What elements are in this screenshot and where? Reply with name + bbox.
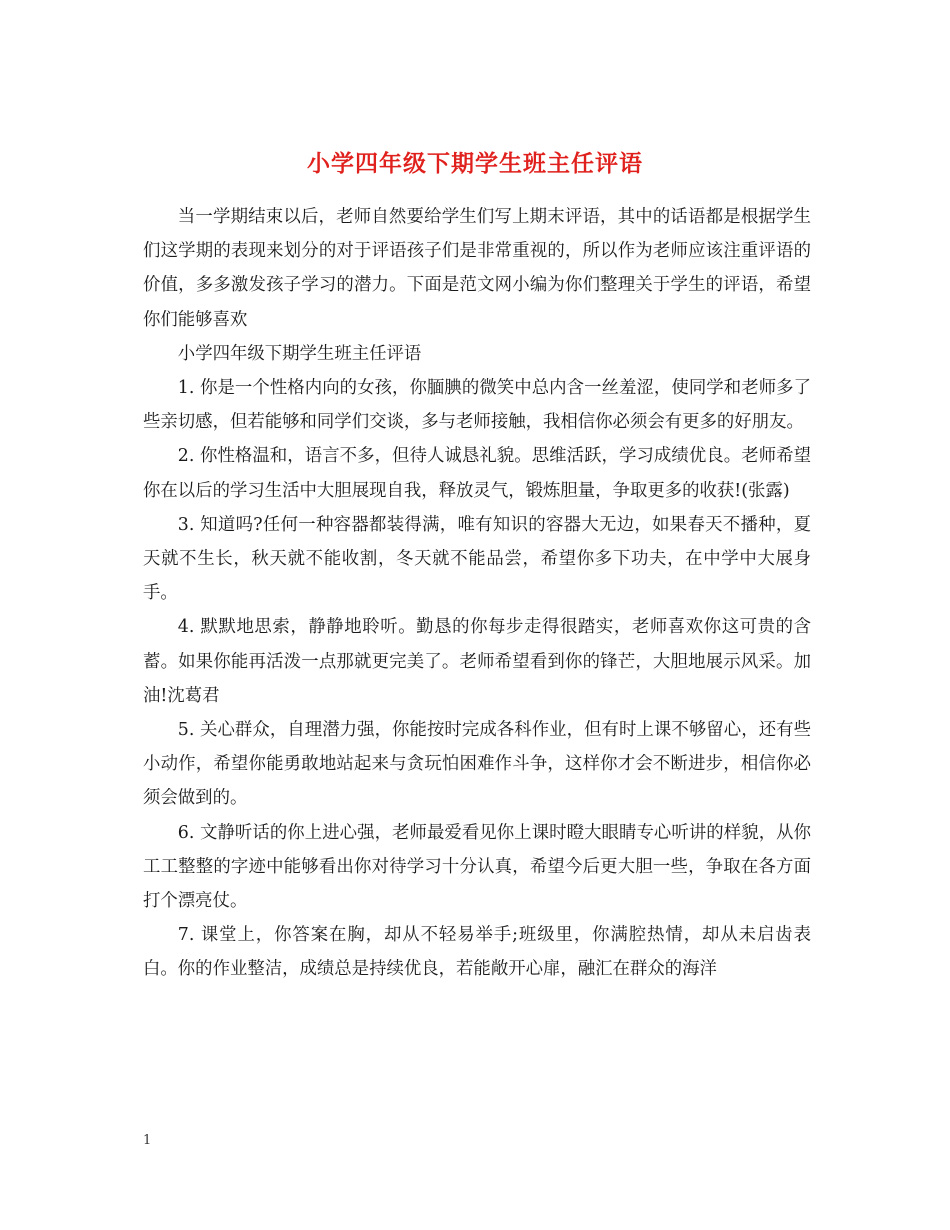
document-title: 小学四年级下期学生班主任评语 <box>307 150 643 178</box>
intro-paragraph: 当一学期结束以后，老师自然要给学生们写上期末评语，其中的话语都是根据学生们这学期的表现来划分的对于评语孩子们是非常重视的，所以作为老师应该注重评语的价值，多多激发孩子学习的潜力。下面是范文网小编为你们整理关于学生的评语，希望你们能够喜欢 <box>143 207 811 330</box>
comment-item-2: 2. 你性格温和，语言不多，但待人诚恳礼貌。思维活跃，学习成绩优良。老师希望你在以后的学习生活中大胆展现自我，释放灵气，锻炼胆量，争取更多的收获!(张露) <box>143 446 811 501</box>
comment-item-1: 1. 你是一个性格内向的女孩，你腼腆的微笑中总内含一丝羞涩，使同学和老师多了些亲切感，但若能够和同学们交谈，多与老师接触，我相信你必须会有更多的好朋友。 <box>143 378 811 433</box>
section-heading: 小学四年级下期学生班主任评语 <box>177 343 422 364</box>
comment-item-6: 6. 文静听话的你上进心强，老师最爱看见你上课时瞪大眼睛专心听讲的样貌，从你工工整整的字迹中能够看出你对待学习十分认真，希望今后更大胆一些，争取在各方面打个漂亮仗。 <box>143 822 811 912</box>
comment-item-4: 4. 默默地思索，静静地聆听。勤恳的你每步走得很踏实，老师喜欢你这可贵的含蓄。如果你能再活泼一点那就更完美了。老师希望看到你的锋芒，大胆地展示风采。加油!沈葛君 <box>143 617 811 706</box>
comment-item-5: 5. 关心群众，自理潜力强，你能按时完成各科作业，但有时上课不够留心，还有些小动作，希望你能勇敢地站起来与贪玩怕困难作斗争，这样你才会不断进步，相信你必须会做到的。 <box>143 720 811 809</box>
page-number: 1 <box>143 1133 152 1148</box>
comment-item-3: 3. 知道吗?任何一种容器都装得满，唯有知识的容器大无边，如果春天不播种，夏天就不生长，秋天就不能收割，冬天就不能品尝，希望你多下功夫，在中学中大展身手。 <box>143 514 811 604</box>
document-body <box>143 200 811 987</box>
comment-item-7: 7. 课堂上，你答案在胸，却从不轻易举手;班级里，你满腔热情，却从未启齿表白。你的作业整洁，成绩总是持续优良，若能敞开心扉，融汇在群众的海洋 <box>143 925 811 980</box>
